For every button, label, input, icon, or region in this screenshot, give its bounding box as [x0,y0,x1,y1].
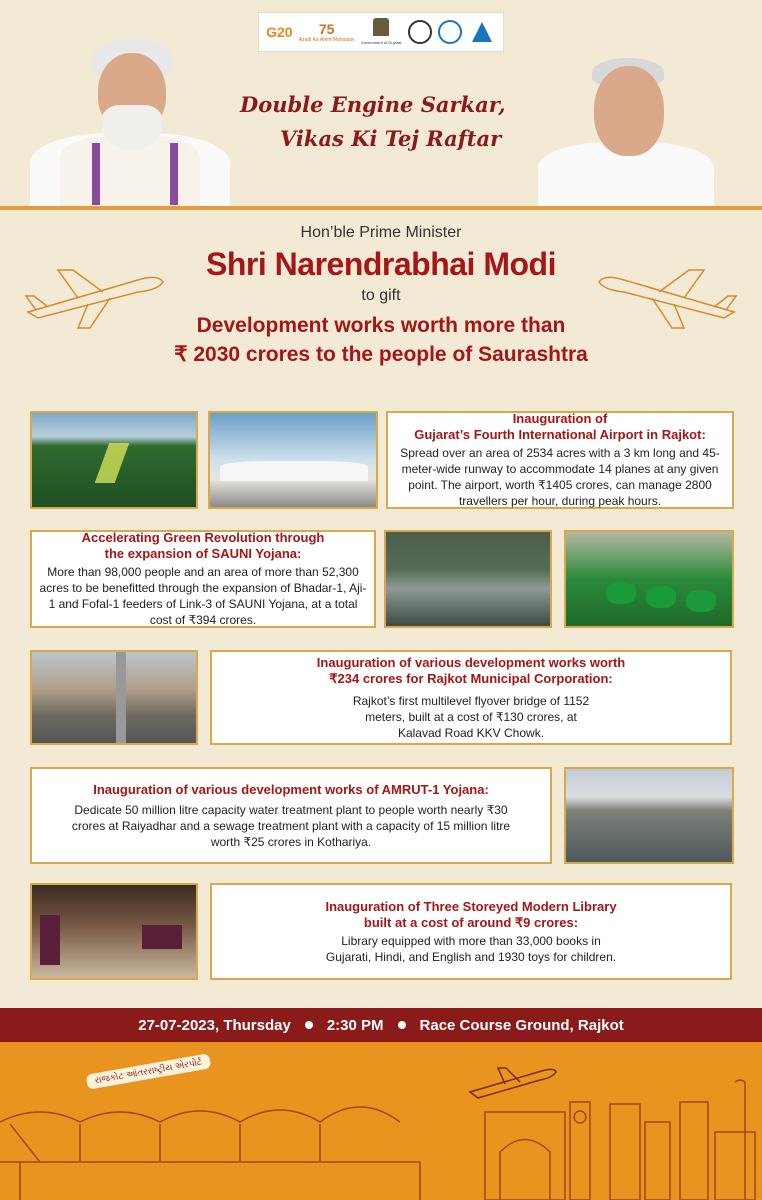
amrut-body: Dedicate 50 million litre capacity water treatment plant to people worth nearly ₹30 crores at Raiyadhar and a sewage treatment plant with a capacity of 15 million litre worth ₹25 crores in Kothariya. [71,802,511,849]
event-date: 27-07-2023, Thursday [138,1016,291,1034]
slogan-line-1: Double Engine Sarkar, [240,92,506,117]
terminal-photo [208,411,378,509]
portrait-prime-minister [20,25,235,205]
library-body: Library equipped with more than 33,000 books in Gujarati, Hindi, and English and 1930 toys for children. [325,933,617,964]
library-title-2: built at a cost of around ₹9 crores: [363,914,579,930]
sauni-title-2: the expansion of SAUNI Yojana: [104,546,302,561]
event-time: 2:30 PM [326,1016,384,1034]
bullet-icon [398,1021,406,1029]
amrut-title: Inauguration of various development works of AMRUT-1 Yojana: [93,781,489,797]
airport-title-1: Inauguration of [512,411,608,426]
sauni-title-1: Accelerating Green Revolution through [81,530,325,545]
skyline-illustration [0,1042,762,1200]
footer-illustration [0,1042,762,1200]
slogan [240,88,540,156]
treatment-plant-photo [564,767,734,864]
bullet-icon [305,1021,313,1029]
sauni-card [30,530,376,628]
sauni-body: More than 98,000 people and an area of more than 52,300 acres to be benefitted through the expansion of Bhadar-1, Aji-1 and Fofal-1 feeders of Link-3 of SAUNI Yojana, at a total cost of ₹394 crores. [39,565,367,627]
airport-sign: રાજકોટ આંતરરાષ્ટ્રીય એરપોર્ટ [86,1053,212,1089]
yojana-logo [438,20,462,44]
amrut-card [30,767,552,864]
seal-logo [408,20,432,44]
headline [0,224,762,369]
logo-strip [258,12,504,52]
portrait-chief-minister [532,52,718,205]
rmc-card [210,650,732,745]
airport-body: Spread over an area of 2534 acres with a 3 km long and 45-meter-wide runway to accommodate 14 planes at any given point. The airport, worth ₹1405 crores, can manage 2800 travellers per hour, during peak hours. [400,446,720,508]
government-of-gujarat-emblem: Government of Gujarat [361,18,402,46]
g20-logo: G20 [266,24,293,40]
hon-label: Hon’ble Prime Minister [300,224,462,241]
library-card [210,883,732,980]
event-venue: Race Course Ground, Rajkot [419,1016,624,1034]
event-info-bar [0,1008,762,1042]
azadi-ka-amrit-mahotsav-logo: 75 Azadi Ka Amrit Mahotsav [298,20,355,43]
library-title-1: Inauguration of Three Storeyed Modern Library [325,898,617,914]
rmc-title-2: ₹234 crores for Rajkot Municipal Corporation: [329,670,613,686]
rmc-body: Rajkot’s first multilevel flyover bridge of 1152 meters, built at a cost of ₹130 crores, at Kalavad Road KKV Chowk. [352,693,590,740]
flyover-photo [30,650,198,745]
divider-line [0,206,762,210]
airport-card [386,411,734,509]
pm-name: Shri Narendrabhai Modi [206,246,556,282]
airports-authority-logo [468,20,496,44]
dam-photo [384,530,552,628]
development-line-1: Development works worth more than [196,314,566,337]
development-line-2: ₹ 2030 crores to the people of Saurashtra [174,343,588,366]
rmc-title-1: Inauguration of various development works worth [316,654,626,670]
slogan-line-2: Vikas Ki Tej Raftar [280,126,502,151]
airport-title-2: Gujarat’s Fourth International Airport in Rajkot: [414,427,706,442]
pump-station-photo [564,530,734,628]
gift-label: to gift [361,287,401,304]
runway-photo [30,411,198,509]
library-photo [30,883,198,980]
